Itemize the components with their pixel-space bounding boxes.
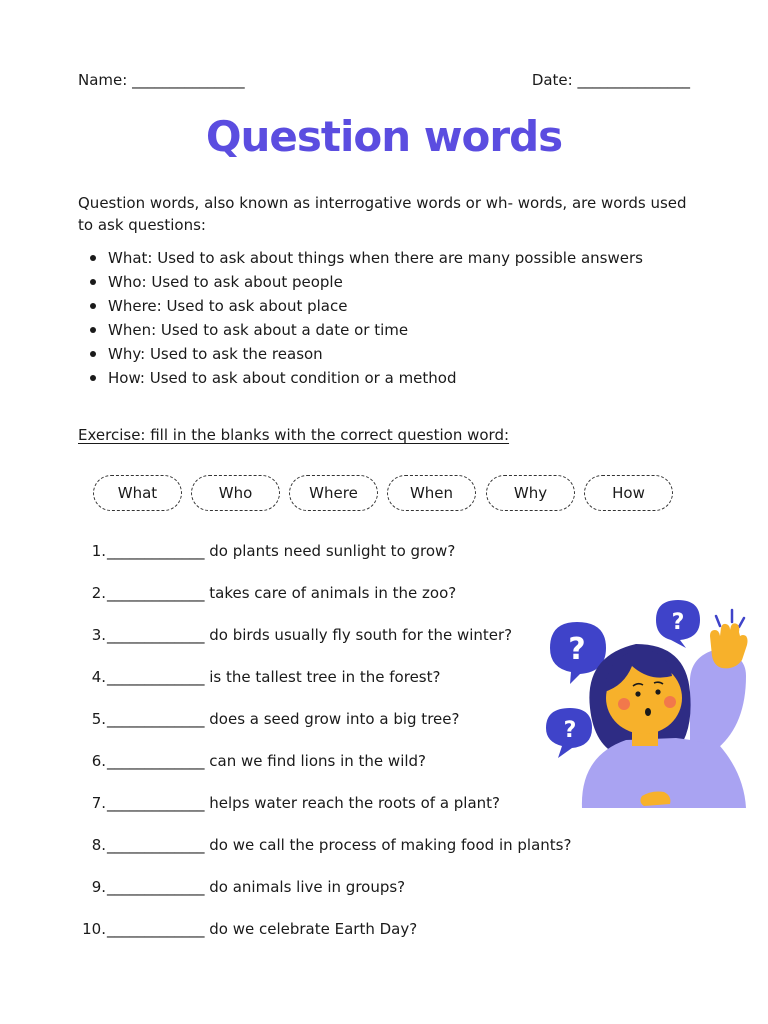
definition-item-where: Where: Used to ask about place bbox=[78, 295, 698, 319]
word-chip-how: How bbox=[584, 475, 673, 511]
question-text: _____________ is the tallest tree in the forest? bbox=[107, 668, 441, 686]
question-item[interactable] bbox=[78, 750, 618, 792]
intro-paragraph: Question words, also known as interrogative words or wh- words, are words used to ask questions: bbox=[78, 194, 687, 234]
question-item[interactable] bbox=[78, 876, 618, 918]
name-field[interactable]: Name: _______________ bbox=[78, 71, 245, 89]
word-chip-who: Who bbox=[191, 475, 280, 511]
question-number: 7. bbox=[91, 794, 106, 812]
word-chip-why: Why bbox=[486, 475, 575, 511]
definition-item-when: When: Used to ask about a date or time bbox=[78, 319, 698, 343]
question-text: _____________ do birds usually fly south for the winter? bbox=[107, 626, 513, 644]
question-text: _____________ do we celebrate Earth Day? bbox=[107, 920, 418, 938]
svg-text:?: ? bbox=[671, 610, 685, 635]
question-text: _____________ can we find lions in the wild? bbox=[107, 752, 427, 770]
word-chip-where: Where bbox=[289, 475, 378, 511]
question-bubble-icon bbox=[656, 600, 700, 648]
question-item[interactable] bbox=[78, 624, 618, 666]
cheek bbox=[618, 698, 630, 710]
mouth bbox=[645, 708, 651, 716]
question-text: _____________ do plants need sunlight to grow? bbox=[107, 542, 456, 560]
question-item[interactable] bbox=[78, 582, 618, 624]
date-field[interactable]: Date: _______________ bbox=[531, 71, 690, 89]
eye bbox=[635, 691, 640, 696]
definitions-list bbox=[78, 247, 698, 391]
question-number: 4. bbox=[91, 668, 106, 686]
confused-student-illustration bbox=[540, 596, 752, 812]
question-number: 9. bbox=[91, 878, 106, 896]
question-number: 8. bbox=[91, 836, 106, 854]
question-text: _____________ do we call the process of making food in plants? bbox=[107, 836, 572, 854]
question-item[interactable] bbox=[78, 540, 618, 582]
svg-text:?: ? bbox=[568, 632, 586, 667]
question-text: _____________ does a seed grow into a big tree? bbox=[107, 710, 460, 728]
question-item[interactable] bbox=[78, 834, 618, 876]
question-number: 5. bbox=[91, 710, 106, 728]
svg-text:?: ? bbox=[563, 718, 577, 743]
word-chip-when: When bbox=[387, 475, 476, 511]
question-number: 1. bbox=[91, 542, 106, 560]
question-number: 3. bbox=[91, 626, 106, 644]
definition-item-who: Who: Used to ask about people bbox=[78, 271, 698, 295]
question-bubble-icon bbox=[546, 708, 592, 758]
word-chip-what: What bbox=[93, 475, 182, 511]
sparkle-lines-icon bbox=[716, 610, 744, 627]
raised-hand-icon bbox=[710, 623, 748, 668]
header-row bbox=[78, 71, 690, 93]
question-number: 6. bbox=[91, 752, 106, 770]
question-text: _____________ helps water reach the roots of a plant? bbox=[107, 794, 501, 812]
question-number: 2. bbox=[91, 584, 106, 602]
question-item[interactable] bbox=[78, 708, 618, 750]
question-list bbox=[78, 540, 618, 960]
question-item[interactable] bbox=[78, 918, 618, 960]
question-text: _____________ takes care of animals in the zoo? bbox=[107, 584, 457, 602]
definition-item-what: What: Used to ask about things when there are many possible answers bbox=[78, 247, 698, 271]
page-title: Question words bbox=[205, 112, 563, 161]
question-number: 10. bbox=[82, 920, 106, 938]
cheek bbox=[664, 696, 676, 708]
exercise-heading: Exercise: fill in the blanks with the correct question word: bbox=[78, 426, 510, 444]
definition-item-how: How: Used to ask about condition or a method bbox=[78, 367, 698, 391]
eye bbox=[655, 689, 660, 694]
question-item[interactable] bbox=[78, 666, 618, 708]
question-text: _____________ do animals live in groups? bbox=[107, 878, 406, 896]
question-item[interactable] bbox=[78, 792, 618, 834]
definition-item-why: Why: Used to ask the reason bbox=[78, 343, 698, 367]
